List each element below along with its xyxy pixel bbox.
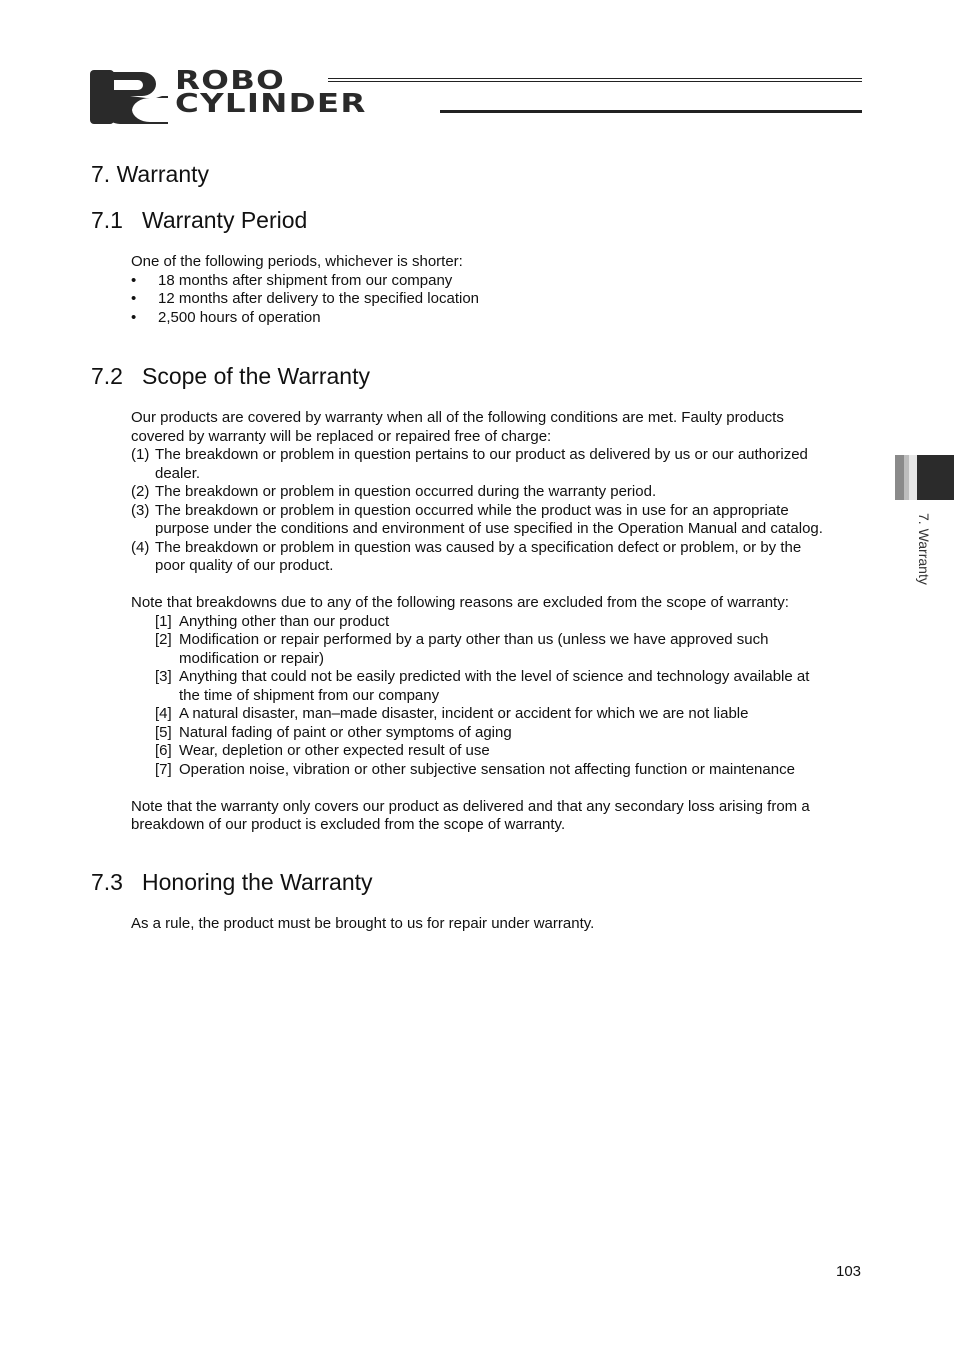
list-item: [2] Modification or repair performed by a party other than us (unless we have approved such modification or repair) (155, 631, 769, 667)
list-item: (4) The breakdown or problem in question was caused by a specification defect or problem, or by the poor quality of our product. (131, 538, 802, 574)
section-title: Scope of the Warranty (142, 363, 370, 389)
paragraph: Note that the warranty only covers our product as delivered and that any secondary loss arising from a (131, 797, 810, 815)
list-item: • 18 months after shipment from our company (131, 271, 453, 289)
section-title: Warranty Period (142, 207, 308, 233)
section-7-3-heading (91, 869, 373, 896)
paragraph: covered by warranty will be replaced or repaired free of charge: (131, 427, 552, 445)
rc-logo-icon (90, 70, 168, 124)
list-item: • 2,500 hours of operation (131, 308, 321, 326)
section-number: 7.2 (91, 363, 123, 389)
list-item: • 12 months after delivery to the specified location (131, 290, 480, 307)
logo-line-cylinder: CYLINDER (175, 89, 367, 119)
page-header (0, 0, 954, 140)
list-item: (3) The breakdown or problem in question occurred while the product was in use for an appropriate purpose under the conditions and environment of use specified in the Operation Manual and catalog. (131, 501, 823, 537)
list-item: [4] A natural disaster, man–made disaster, incident or accident for which we are not liable (155, 705, 749, 722)
bullet-icon: • (131, 290, 137, 307)
bullet-icon: • (131, 308, 137, 326)
list-item: [6] Wear, depletion or other expected result of use (155, 742, 490, 759)
section-7-1-heading (91, 207, 307, 234)
chapter-tab-label: 7. Warranty (916, 513, 932, 585)
logo-wordmark (175, 66, 367, 119)
section-title: Honoring the Warranty (142, 869, 373, 895)
paragraph: As a rule, the product must be brought to us for repair under warranty. (131, 915, 595, 932)
section-7-2-body (131, 409, 866, 835)
header-rule-bottom (440, 110, 862, 113)
section-number: 7.1 (91, 207, 123, 233)
paragraph: One of the following periods, whichever is shorter: (131, 253, 463, 270)
logo-line-robo: ROBO (175, 66, 286, 96)
list-item: (1) The breakdown or problem in question pertains to our product as delivered by us or our authorized dealer. (131, 446, 808, 482)
header-rule-top (328, 78, 862, 79)
section-number: 7.3 (91, 869, 123, 895)
list-item: [3] Anything that could not be easily predicted with the level of science and technology available at the time of shipment from our company (155, 668, 810, 704)
bullet-icon: • (131, 271, 137, 289)
paragraph: Note that breakdowns due to any of the following reasons are excluded from the scope of warranty: (131, 594, 789, 611)
page-number: 103 (836, 1263, 862, 1280)
section-7-1-body (131, 253, 866, 327)
chapter-title: 7. Warranty (91, 161, 210, 187)
header-rule-top-2 (328, 81, 862, 82)
list-item: [7] Operation noise, vibration or other subjective sensation not affecting function or maintenance (155, 760, 795, 778)
list-item: [5] Natural fading of paint or other symptoms of aging (155, 723, 512, 741)
list-item: [1] Anything other than our product (155, 612, 390, 630)
chapter-tab-block (917, 455, 954, 500)
chapter-tab-stripes (895, 455, 917, 500)
paragraph: breakdown of our product is excluded from the scope of warranty. (131, 816, 566, 833)
section-7-2-heading (91, 363, 370, 390)
section-7-3-body (131, 915, 866, 934)
list-item: (2) The breakdown or problem in question occurred during the warranty period. (131, 483, 657, 500)
paragraph: Our products are covered by warranty when all of the following conditions are met. Faulty products (131, 409, 784, 426)
